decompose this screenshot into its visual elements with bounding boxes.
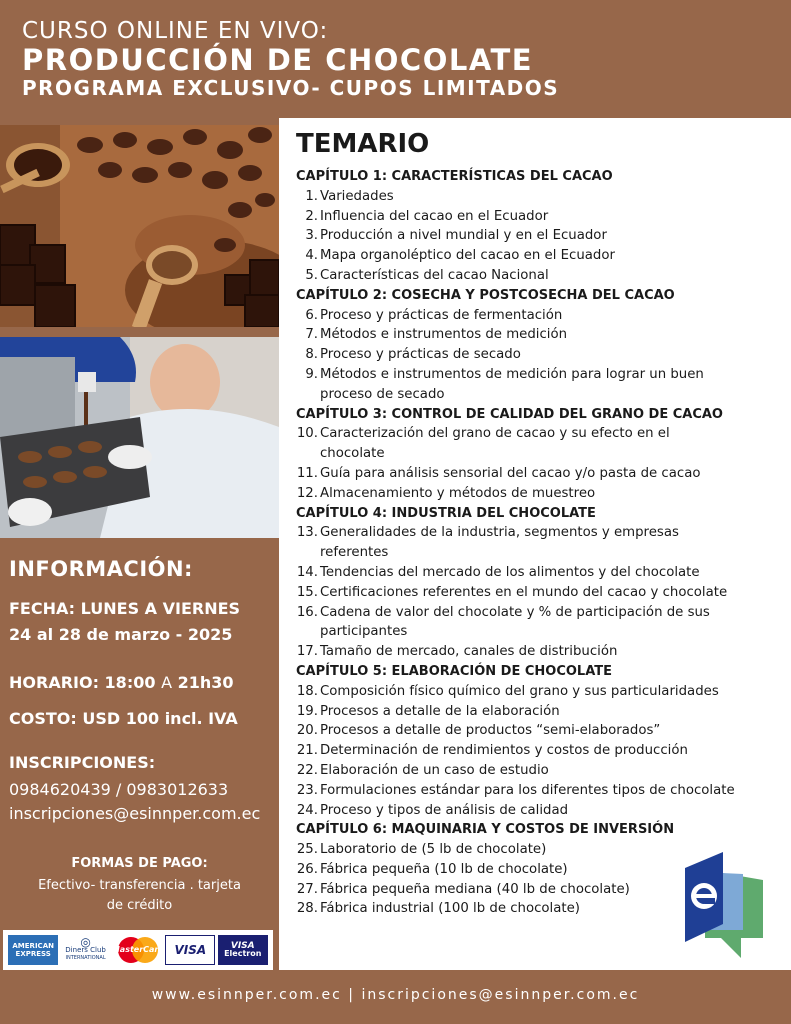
syllabus-item [296, 464, 791, 484]
syllabus-item [296, 801, 791, 821]
syllabus-item-number: 5. [305, 267, 318, 283]
esinnper-logo-icon [683, 852, 763, 958]
syllabus-item-text: Características del cacao Nacional [320, 267, 549, 283]
syllabus-item-number: 8. [305, 347, 318, 363]
cocoa-photo [0, 125, 279, 327]
syllabus-item-text: Métodos e instrumentos de medición [320, 327, 568, 343]
chapter-heading: CAPÍTULO 1: CARACTERÍSTICAS DEL CACAO [296, 169, 613, 184]
syllabus-item-text: Elaboración de un caso de estudio [320, 762, 549, 778]
chapter-heading: CAPÍTULO 3: CONTROL DE CALIDAD DEL GRANO DE CACAO [296, 406, 723, 422]
syllabus-item-text: Procesos a detalle de productos “semi-elaborados” [320, 723, 661, 739]
syllabus-item [296, 563, 791, 583]
syllabus-item-text: Almacenamiento y métodos de muestreo [320, 485, 596, 501]
syllabus-item-text: Procesos a detalle de la elaboración [320, 703, 560, 719]
payment-title: FORMAS DE PAGO: [71, 856, 208, 871]
diners-text-2: INTERNATIONAL [65, 955, 106, 961]
syllabus-item-number: 2. [305, 208, 318, 224]
amex-text-2: EXPRESS [15, 950, 51, 958]
visa-card-icon [165, 935, 215, 965]
payment-line-1: Efectivo- transferencia . tarjeta [38, 878, 241, 893]
info-panel [0, 545, 279, 970]
syllabus-item-number: 6. [305, 307, 318, 323]
syllabus-item [296, 325, 791, 345]
syllabus-item-number: 17. [296, 644, 318, 660]
amex-text-1: AMERICAN [12, 942, 54, 950]
header-tagline: PROGRAMA EXCLUSIVO- CUPOS LIMITADOS [22, 76, 560, 100]
schedule-label: HORARIO: [9, 673, 99, 692]
syllabus-item-number: 3. [305, 228, 318, 244]
registration-phones[interactable]: 0984620439 / 0983012633 [9, 780, 229, 799]
syllabus-item [296, 761, 791, 781]
syllabus-item [296, 424, 791, 464]
syllabus-item-number: 10. [296, 426, 318, 442]
header-banner [0, 0, 791, 118]
syllabus-item-number: 27. [296, 881, 318, 897]
syllabus-item [296, 345, 791, 365]
syllabus-item [296, 721, 791, 741]
syllabus-item-number: 4. [305, 248, 318, 264]
chapter-heading: CAPÍTULO 6: MAQUINARIA Y COSTOS DE INVERSIÓN [296, 822, 675, 838]
syllabus-item-text: Laboratorio de (5 lb de chocolate) [320, 842, 547, 858]
syllabus-panel [281, 118, 791, 970]
cost-text: COSTO: USD 100 incl. IVA [9, 709, 238, 728]
syllabus-item [296, 642, 791, 662]
syllabus-item-text: Producción a nivel mundial y en el Ecuador [320, 228, 607, 244]
chocolate-mould-photo [0, 337, 279, 538]
syllabus-item-text: Proceso y prácticas de secado [320, 347, 521, 363]
syllabus-item-text: Mapa organoléptico del cacao en el Ecuador [320, 248, 615, 264]
syllabus-item [296, 741, 791, 761]
syllabus-item-number: 28. [296, 901, 318, 917]
syllabus-item-text: Cadena de valor del chocolate y % de participación de sus participantes [320, 604, 710, 640]
date-range: 24 al 28 de marzo - 2025 [9, 625, 233, 644]
syllabus-item [296, 226, 791, 246]
schedule-start: 18:00 [104, 673, 156, 692]
syllabus-item-number: 23. [296, 782, 318, 798]
diners-card-icon: ◎ Diners Club INTERNATIONAL [61, 935, 111, 965]
syllabus-item-number: 20. [296, 723, 318, 739]
syllabus-item-number: 1. [305, 188, 318, 204]
syllabus-item-number: 11. [296, 465, 318, 481]
syllabus-item-text: Formulaciones estándar para los diferentes tipos de chocolate [320, 782, 735, 798]
schedule-separator: A [161, 673, 173, 692]
syllabus-item-text: Tamaño de mercado, canales de distribución [320, 644, 618, 660]
syllabus-item [296, 603, 791, 643]
chapter-heading: CAPÍTULO 5: ELABORACIÓN DE CHOCOLATE [296, 663, 612, 679]
syllabus-item [296, 702, 791, 722]
syllabus-item [296, 306, 791, 326]
syllabus-item-text: Caracterización del grano de cacao y su efecto en el chocolate [320, 426, 670, 462]
syllabus-item-text: Tendencias del mercado de los alimentos y del chocolate [320, 564, 700, 580]
chapter-heading: CAPÍTULO 2: COSECHA Y POSTCOSECHA DEL CACAO [296, 287, 675, 303]
syllabus-item [296, 583, 791, 603]
syllabus-item [296, 187, 791, 207]
schedule-row [9, 673, 234, 692]
syllabus-item-number: 22. [296, 762, 318, 778]
syllabus-item-number: 15. [296, 584, 318, 600]
registration-title: INSCRIPCIONES: [9, 753, 156, 772]
syllabus-item [296, 207, 791, 227]
registration-email[interactable]: inscripciones@esinnper.com.ec [9, 804, 261, 823]
diners-text-1: Diners Club [65, 946, 106, 954]
visa-electron-text-1: VISA [230, 941, 255, 951]
date-label: FECHA: LUNES A VIERNES [9, 599, 241, 618]
syllabus-item [296, 682, 791, 702]
syllabus-item [296, 246, 791, 266]
mastercard-text: MasterCard [111, 945, 165, 954]
syllabus-item-number: 25. [296, 842, 318, 858]
syllabus-title: TEMARIO [296, 129, 430, 159]
syllabus-item-number: 9. [305, 366, 318, 382]
syllabus-item-number: 26. [296, 861, 318, 877]
syllabus-item-text: Proceso y prácticas de fermentación [320, 307, 563, 323]
info-title: INFORMACIÓN: [9, 557, 193, 581]
syllabus-item [296, 523, 791, 563]
syllabus-item-text: Variedades [320, 188, 394, 204]
syllabus-item-number: 12. [296, 485, 318, 501]
syllabus-item-text: Proceso y tipos de análisis de calidad [320, 802, 569, 818]
syllabus-item-number: 24. [296, 802, 318, 818]
amex-card-icon [8, 935, 58, 965]
syllabus-item-text: Fábrica pequeña (10 lb de chocolate) [320, 861, 568, 877]
header-subtitle: CURSO ONLINE EN VIVO: [22, 18, 329, 44]
cocoa-illustration [0, 125, 279, 327]
header-title: PRODUCCIÓN DE CHOCOLATE [22, 43, 534, 77]
syllabus-item-text: Composición físico químico del grano y sus particularidades [320, 683, 719, 699]
syllabus-item-number: 18. [296, 683, 318, 699]
mould-illustration [0, 337, 279, 538]
syllabus-item-text: Métodos e instrumentos de medición para lograr un buen proceso de secado [320, 366, 704, 402]
syllabus-item-text: Guía para análisis sensorial del cacao y/o pasta de cacao [320, 465, 701, 481]
syllabus-item [296, 266, 791, 286]
syllabus-item-text: Fábrica industrial (100 lb de chocolate) [320, 901, 580, 917]
visa-electron-text-2: Electron [224, 949, 262, 958]
syllabus-item-text: Fábrica pequeña mediana (40 lb de chocolate) [320, 881, 630, 897]
syllabus-item-text: Determinación de rendimientos y costos de producción [320, 743, 688, 759]
schedule-end: 21h30 [177, 673, 234, 692]
chapter-heading: CAPÍTULO 4: INDUSTRIA DEL CHOCOLATE [296, 505, 596, 521]
syllabus-item [296, 781, 791, 801]
syllabus-item-number: 16. [296, 604, 318, 620]
syllabus-item-number: 13. [296, 525, 318, 541]
syllabus-item-text: Certificaciones referentes en el mundo del cacao y chocolate [320, 584, 728, 600]
syllabus-item [296, 365, 791, 405]
syllabus-item-text: Influencia del cacao en el Ecuador [320, 208, 549, 224]
visa-electron-card-icon [218, 935, 268, 965]
syllabus-item [296, 484, 791, 504]
syllabus-item-text: Generalidades de la industria, segmentos y empresas referentes [320, 525, 679, 561]
footer-bar: www.esinnper.com.ec | inscripciones@esinnper.com.ec [0, 970, 791, 1024]
syllabus-item-number: 21. [296, 743, 318, 759]
esinnper-logo [683, 852, 763, 958]
mastercard-icon [113, 935, 163, 965]
visa-text: VISA [174, 943, 207, 957]
payment-line-2: de crédito [106, 898, 173, 913]
syllabus-item-number: 19. [296, 703, 318, 719]
syllabus-item-number: 14. [296, 564, 318, 580]
chapter-list [296, 167, 791, 919]
syllabus-item-number: 7. [305, 327, 318, 343]
payment-cards [3, 930, 273, 970]
